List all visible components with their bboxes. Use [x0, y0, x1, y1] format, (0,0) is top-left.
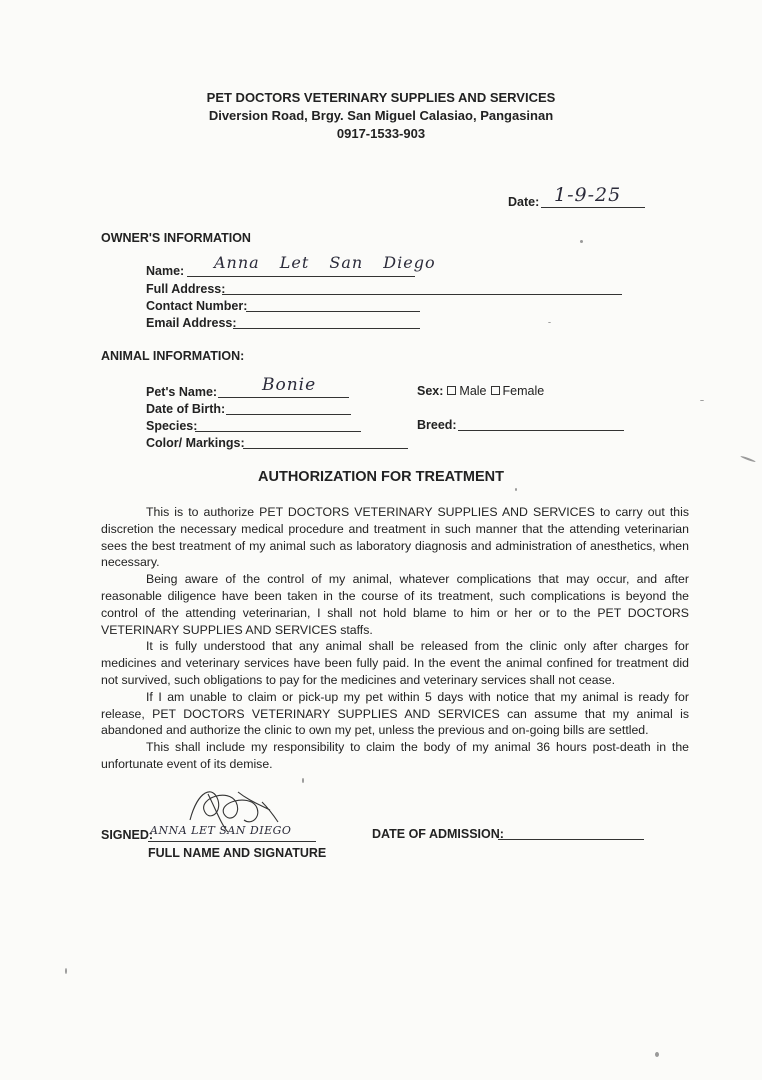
- breed-line: [458, 430, 624, 431]
- color-label: Color/ Markings:: [146, 436, 245, 450]
- owner-contact-label: Contact Number:: [146, 299, 248, 313]
- scan-speck: [302, 778, 304, 783]
- signed-name-handwritten: ANNA LET SAN DIEGO: [150, 824, 292, 837]
- date-line: [541, 207, 645, 208]
- scan-speck: [515, 488, 517, 491]
- sex-label: Sex:: [417, 384, 444, 398]
- pet-name-line: [218, 397, 349, 398]
- date-label: Date:: [508, 195, 540, 209]
- pet-name-handwritten: Bonie: [262, 375, 317, 395]
- owner-heading: OWNER'S INFORMATION: [101, 231, 251, 245]
- sex-row: [417, 384, 544, 398]
- dob-label: Date of Birth:: [146, 402, 226, 416]
- owner-name-handwritten: Anna Let San Diego: [214, 253, 436, 272]
- owner-contact-line: [246, 311, 420, 312]
- male-checkbox[interactable]: [447, 386, 456, 395]
- color-line: [243, 448, 408, 449]
- owner-name-label: Name:: [146, 264, 185, 278]
- scan-speck: [740, 455, 756, 462]
- owner-email-label: Email Address:: [146, 316, 237, 330]
- scan-speck: [700, 400, 704, 401]
- species-label: Species:: [146, 419, 198, 433]
- animal-heading: ANIMAL INFORMATION:: [101, 349, 245, 363]
- scan-speck: [548, 322, 551, 323]
- scan-speck: [580, 240, 583, 243]
- authorization-paragraph: If I am unable to claim or pick-up my pet within 5 days with notice that my animal is ready for release, PET DOCTORS VETERINARY SUPPLIES AND SERVICES can assume that my animal is abandoned and authorize the clinic to own my pet, unless the previous and on-going bills are settled.: [101, 689, 689, 738]
- admission-date-label: DATE OF ADMISSION:: [372, 827, 504, 841]
- female-option-label: Female: [502, 384, 545, 398]
- pet-name-label: Pet's Name:: [146, 385, 218, 399]
- signed-label: SIGNED:: [101, 828, 154, 842]
- authorization-paragraph: This is to authorize PET DOCTORS VETERINARY SUPPLIES AND SERVICES to carry out this discretion the necessary medical procedure and treatment in such manner that the attending veterinarian sees the best treatment of my animal such as laboratory diagnosis and administration of anesthetics, when necessary.: [101, 505, 689, 570]
- owner-address-label: Full Address:: [146, 282, 226, 296]
- dob-line: [226, 414, 351, 415]
- company-name: PET DOCTORS VETERINARY SUPPLIES AND SERVICES: [206, 90, 556, 105]
- signature-caption: FULL NAME AND SIGNATURE: [148, 846, 327, 860]
- date-handwritten: 1-9-25: [554, 184, 622, 206]
- authorization-paragraph: Being aware of the control of my animal, whatever complications that may occur, and after reasonable diligence have been taken in the course of its treatment, such complications is beyond the control of the attending veterinarian, I shall not hold blame to him or her or to the PET DOCTORS VETERINARY SUPPLIES AND SERVICES staffs.: [101, 572, 689, 637]
- authorization-paragraph: This shall include my responsibility to claim the body of my animal 36 hours post-death in the unfortunate event of its demise.: [101, 740, 689, 771]
- authorization-body: [101, 504, 689, 773]
- owner-address-line: [222, 294, 622, 295]
- authorization-paragraph: It is fully understood that any animal shall be released from the clinic only after charges for medicines and veterinary services have been fully paid. In the event the animal confined for treatment did not survived, such obligations to pay for the medicines and veterinary services shall not cease.: [101, 639, 689, 687]
- breed-label: Breed:: [417, 418, 457, 432]
- owner-email-line: [233, 328, 420, 329]
- owner-name-line: [187, 276, 415, 277]
- species-line: [195, 431, 361, 432]
- scan-speck: [655, 1052, 659, 1057]
- company-phone: 0917-1533-903: [336, 126, 426, 141]
- company-address: Diversion Road, Brgy. San Miguel Calasiao, Pangasinan: [208, 108, 554, 123]
- signature-line: [148, 841, 316, 842]
- admission-date-line: [498, 839, 644, 840]
- scan-speck: [65, 968, 67, 974]
- male-option-label: Male: [459, 384, 487, 398]
- authorization-title: AUTHORIZATION FOR TREATMENT: [258, 469, 504, 485]
- female-checkbox[interactable]: [491, 386, 500, 395]
